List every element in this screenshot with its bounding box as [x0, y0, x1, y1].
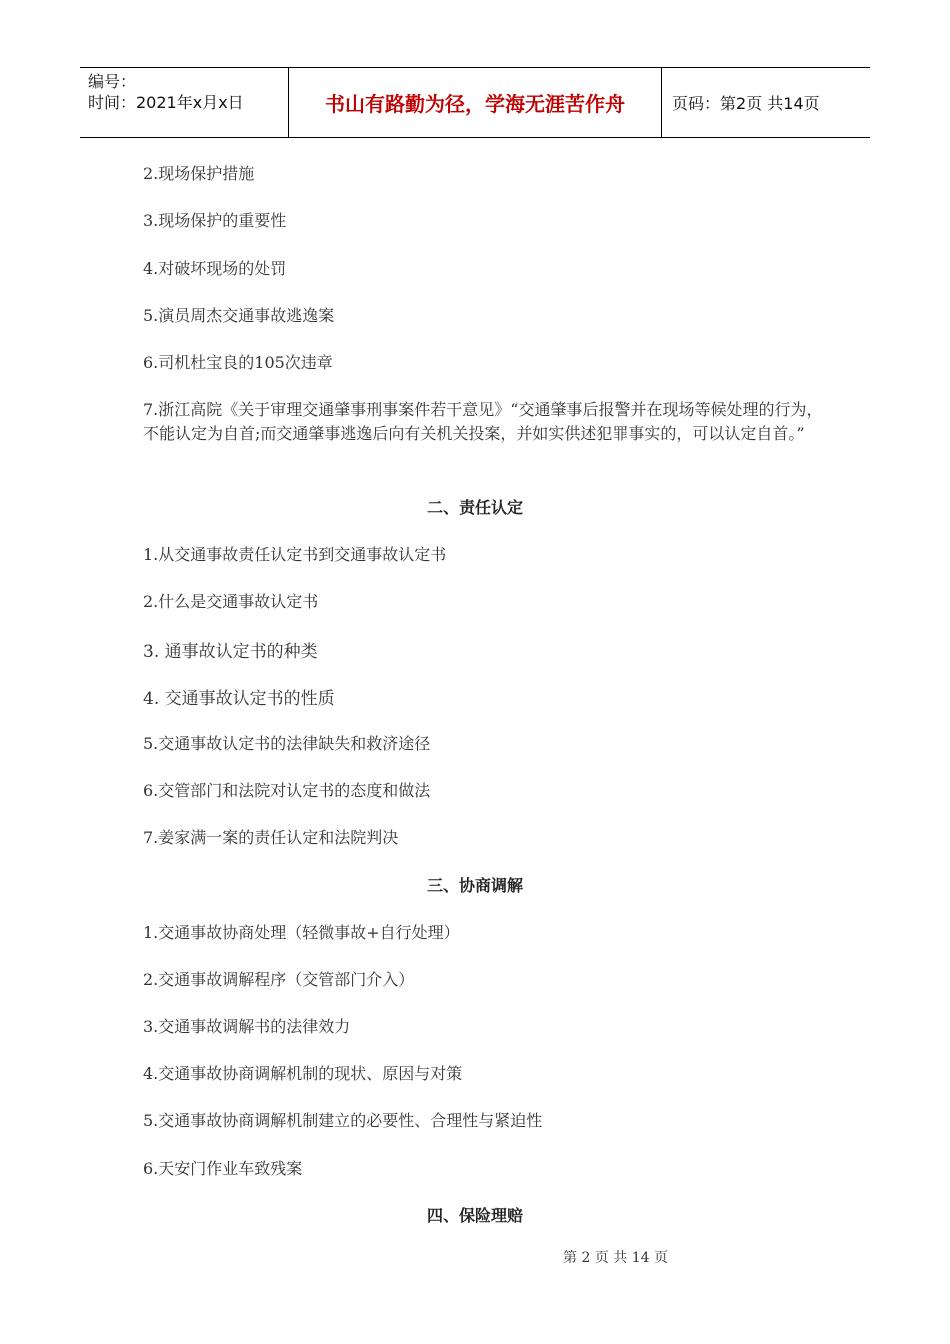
- paragraph-zhejiang-opinion: 7.浙江高院《关于审理交通肇事刑事案件若干意见》“交通肇事后报警并在现场等候处理的行为，不能认定为自首;而交通肇事逃逸后向有关机关投案，并如实供述犯罪事实的，可以认定自首。”: [143, 400, 823, 443]
- list-item: 6.天安门作业车致残案: [143, 1159, 303, 1178]
- list-item: 2.现场保护措施: [143, 164, 255, 183]
- list-item: 2.什么是交通事故认定书: [143, 592, 319, 611]
- page-footer: 第 2 页 共 14 页: [563, 1250, 668, 1266]
- header-page-info: 页码：第2页 共14页: [672, 94, 820, 113]
- page-header: [80, 67, 870, 138]
- section-heading-mediation: 三、协商调解: [426, 876, 523, 895]
- list-item: 5.交通事故协商调解机制建立的必要性、合理性与紧迫性: [143, 1111, 543, 1130]
- list-item: 2.交通事故调解程序（交管部门介入）: [143, 970, 415, 989]
- list-item: 4. 交通事故认定书的性质: [143, 689, 335, 709]
- section-heading-insurance: 四、保险理赔: [426, 1206, 523, 1225]
- list-item: 4.交通事故协商调解机制的现状、原因与对策: [143, 1064, 463, 1083]
- header-meta: [80, 68, 289, 137]
- list-item: 7.姜家满一案的责任认定和法院判决: [143, 828, 399, 847]
- list-item: 3. 通事故认定书的种类: [143, 642, 318, 662]
- list-item: 6.交管部门和法院对认定书的态度和做法: [143, 781, 431, 800]
- list-item: 4.对破坏现场的处罚: [143, 259, 287, 278]
- list-item: 5.交通事故认定书的法律缺失和救济途径: [143, 734, 431, 753]
- header-motto: 书山有路勤为径，学海无涯苦作舟: [289, 68, 662, 137]
- list-item: 6.司机杜宝良的105次违章: [143, 353, 333, 372]
- list-item: 3.交通事故调解书的法律效力: [143, 1017, 351, 1036]
- document-number-label: 编号：: [88, 72, 137, 91]
- document-date: 时间：2021年x月x日: [88, 93, 244, 112]
- list-item: 3.现场保护的重要性: [143, 211, 287, 230]
- list-item: 5.演员周杰交通事故逃逸案: [143, 306, 335, 325]
- section-heading-responsibility: 二、责任认定: [426, 498, 523, 517]
- list-item: 1.从交通事故责任认定书到交通事故认定书: [143, 545, 447, 564]
- list-item: 1.交通事故协商处理（轻微事故+自行处理）: [143, 923, 460, 942]
